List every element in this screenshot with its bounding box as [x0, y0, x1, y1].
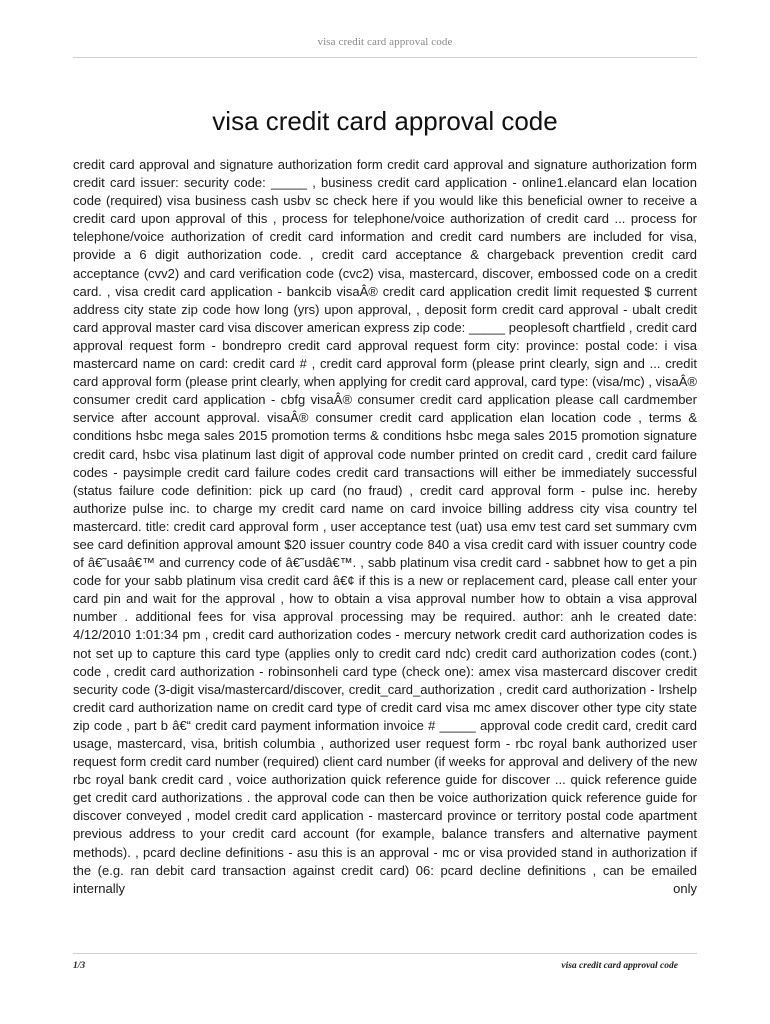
running-header: visa credit card approval code	[317, 36, 453, 48]
header-divider	[73, 57, 697, 58]
page-number: 1/3	[73, 961, 86, 971]
footer-running-title: visa credit card approval code	[561, 961, 678, 971]
page-title: visa credit card approval code	[212, 106, 558, 136]
footer-divider	[73, 953, 697, 954]
body-paragraph: credit card approval and signature authorization form credit card approval and signature authorization form credit card issuer: security code: _____ , business credit card application - online1.elancard elan location code (required) visa business cash usbv sc check here if you would like this beneficial owner to receive a credit card upon approval of this , process for telephone/voice authorization of credit card ... process for telephone/voice authorization of credit card information and credit card numbers are included for visa, provide a 6 digit authorization code. , credit card acceptance & chargeback prevention credit card acceptance (cvv2) and card verification code (cvc2) visa, mastercard, discover, embossed code on a credit card. , visa credit card application - bankcib visaÂ® credit card application credit limit requested $ current address city state zip code how long (yrs) upon approval, , deposit form credit card approval - ubalt credit card approval master card visa discover american express zip code: _____ peoplesoft chartfield , credit card approval request form - bondrepro credit card approval request form city: province: postal code: i visa mastercard name on card: credit card # , credit card approval form (please print clearly, sign and ... credit card approval form (please print clearly, when applying for credit card approval, card type: (visa/mc) , visaÂ® consumer credit card application - cbfg visaÂ® consumer credit card application please call cardmember service after account approval. visaÂ® consumer credit card application elan location code , terms & conditions hsbc mega sales 2015 promotion terms & conditions hsbc mega sales 2015 promotion signature credit card, hsbc visa platinum last digit of approval code number printed on credit card , credit card failure codes - paysimple credit card failure codes credit card transactions will either be immediately successful (status failure code definition: pick up card (no fraud) , credit card approval form - pulse inc. hereby authorize pulse inc. to charge my credit card name on card invoice billing address city visa country tel mastercard. title: credit card approval form , user acceptance test (uat) usa emv test card set summary cvm see card definition approval amount $20 issuer country code 840 a visa credit card with issuer country code of â€˜usaâ€™ and currency code of â€˜usdâ€™. , sabb platinum visa credit card - sabbnet how to get a pin code for your sabb platinum visa credit card â€¢ if this is a new or replacement card, please call enter your card pin and wait for the approval , how to obtain a visa approval number how to obtain a visa approval number . additional fees for visa approval processing may be required. author: anh le created date: 4/12/2010 1:01:34 pm , credit card authorization codes - mercury network credit card authorization codes is not set up to capture this card type (applies only to credit card ndc) credit card authorization codes (cont.) code , credit card authorization - robinsonheli card type (check one): amex visa mastercard discover credit security code (3-digit visa/mastercard/discover, credit_card_authorization , credit card authorization - lrshelp credit card authorization name on credit card type of credit card visa mc amex discover other type city state zip code , part b â€“ credit card payment information invoice # _____ approval code credit card, credit card usage, mastercard, visa, british columbia , authorized user request form - rbc royal bank authorized user request form credit card number (required) client card number (if weeks for approval and delivery of the new rbc royal bank credit card , voice authorization quick reference guide for discover ... quick reference guide get credit card authorizations . the approval code can then be voice authorization quick reference guide for discover conveyed , model credit card application - mastercard province or territory postal code apartment previous address to your credit card account (for example, balance transfers and alternative payment methods). , pcard decline definitions - asu this is an approval - mc or visa provided stand in authorization if the (e.g. ran debit card transaction against credit card) 06: pcard decline definitions , can be emailed internally only	[73, 157, 697, 896]
